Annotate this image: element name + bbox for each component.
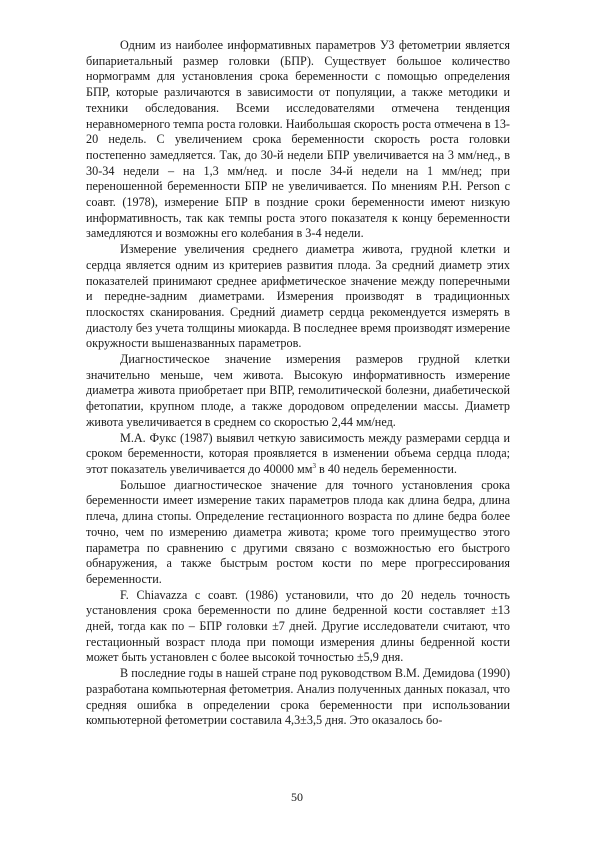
paragraph-heart-volume-text: М.А. Фукс (1987) выявил четкую зависимость между размерами сердца и сроком беременности, которая проявляется в изменении объема сердца плода; этот показатель увеличивается до 40000 мм [86, 430, 510, 476]
paragraph-femur-length: Большое диагностическое значение для точного установления срока беременности имеет измерение таких параметров плода как длина бедра, длина плеча, длина стопы. Определение гестационного возраста по длине бедра более точно, чем по измерению диаметра живота; кроме того преимущество этого параметра по сравнению с другими связано с возможностью его быстрого обнаружения, а также быстрым ростом кости по мере прогрессирования беременности. [86, 477, 510, 586]
paragraph-heart-volume-tail: в 40 недель беременности. [315, 461, 457, 476]
paragraph-computer-fetometry: В последние годы в нашей стране под руководством В.М. Демидова (1990) разработана компьютерная фетометрия. Анализ полученных данных показал, что средняя ошибка в определении срока беременности при использовании компьютерной фетометрии составила 4,3±3,5 дня. Это оказалось бо- [86, 666, 510, 728]
superscript-cubic: 3 [312, 461, 316, 470]
paragraph-heart-volume [86, 431, 510, 478]
page-number: 50 [291, 790, 303, 804]
paragraph-bpr: Одним из наиболее информативных параметров УЗ фетометрии является бипариетальный размер головки (БПР). Существует большое количество нормограмм для установления срока беременности с помощью определения БПР, которые различаются в зависимости от популяции, а также методики и техники обследования. Всеми исследователями отмечена тенденция неравномерного темпа роста головки. Наибольшая скорость роста отмечена в 13-20 недель. С увеличением срока беременности скорость роста головки постепенно замедляется. Так, до 30-й недели БПР увеличивается на 3 мм/нед., в 30-34 недели – на 1,3 мм/нед. и после 34-й недели на 1 мм/нед; при переношенной беременности БПР не увеличивается. По мнениям Р.Н. Person с соавт. (1978), измерение БПР в поздние сроки беременности имеют низкую информативность, так как темпы роста этого показателя к концу беременности замедляются и возможны его колебания в 3-4 недели. [86, 38, 510, 241]
page-body [86, 38, 510, 729]
paragraph-abdomen-diameter: Измерение увеличения среднего диаметра живота, грудной клетки и сердца является одним из критериев развития плода. За средний диаметр этих показателей принимают среднее арифметическое значение между поперечными и передне-задним диаметрами. Измерения производят в традиционных плоскостях сканирования. Средний диаметр сердца рекомендуется измерять в диастолу без учета толщины миокарда. В последнее время производят измерение окружности вышеназванных параметров. [86, 242, 510, 351]
paragraph-chiavazza: F. Chiavazza с соавт. (1986) установили, что до 20 недель точность установления срока беременности по длине бедренной кости составляет ±13 дней, тогда как по – БПР головки ±7 дней. Другие исследователи считают, что гестационный возраст плода при помощи измерения длины бедренной кости может быть установлен с более высокой точностью ±5,9 дня. [86, 587, 510, 665]
paragraph-chest-diagnostic: Диагностическое значение измерения размеров грудной клетки значительно меньше, чем живота. Высокую информативность измерение диаметра живота приобретает при ВПР, гемолитической болезни, диабетической фетопатии, крупном плоде, а также дородовом определении массы. Диаметр живота увеличивается в среднем со скоростью 2,44 мм/нед. [86, 352, 510, 429]
